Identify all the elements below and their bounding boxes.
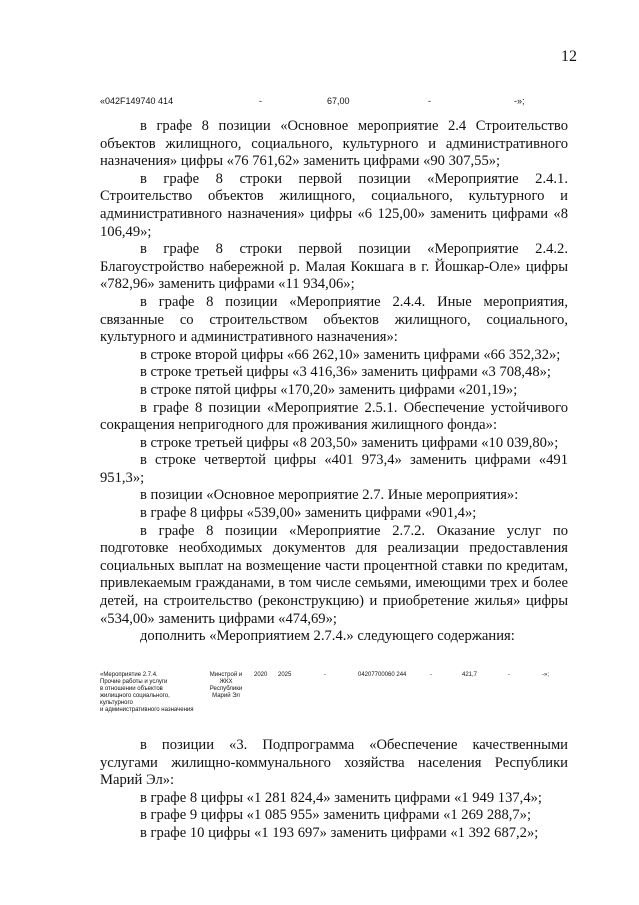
paragraph: в строке третьей цифры «8 203,50» заменить цифрами «10 039,80»; [140, 434, 559, 451]
row-end-cell: -»; [542, 672, 550, 678]
start-year-cell: 2020 [254, 672, 268, 678]
paragraph: в строке второй цифры «66 262,10» заменить цифрами «66 352,32»; [140, 346, 561, 363]
row-end: -»; [514, 96, 525, 106]
dash-cell: - [430, 672, 432, 678]
paragraph: в строке третьей цифры «3 416,36» заменить цифрами «3 708,48»; [140, 364, 551, 381]
amount-cell: 421,7 [462, 672, 478, 678]
measure-name-cell: «Мероприятие 2.7.4. Прочие работы и услуги в отношении объектов жилищного социального, культурного и административного назначения [100, 672, 194, 713]
paragraph: в позиции «Основное мероприятие 2.7. Иные мероприятия»: [140, 487, 519, 504]
paragraph: в графе 8 позиции «Основное мероприятие 2.4 Строительство объектов жилищного, социального, культурного и административного назначения» цифры «76 761,62» заменить цифрами «90 307,55»; [100, 118, 568, 170]
paragraph: в графе 8 строки первой позиции «Мероприятие 2.4.2. Благоустройство набережной р. Малая Кокшага в г. Йошкар-Оле» цифры «782,96» заменить цифрами «11 934,06»; [100, 241, 568, 293]
paragraph: в строке четвертой цифры «401 973,4» заменить цифрами «491 951,3»; [100, 452, 568, 486]
dash-cell: - [508, 672, 510, 678]
paragraph: в позиции «3. Подпрограмма «Обеспечение качественными услугами жилищно-коммунального хозяйства населения Республики Марий Эл»: [100, 737, 568, 789]
dash-cell: - [428, 96, 431, 106]
paragraph: в графе 10 цифры «1 193 697» заменить цифрами «1 392 687,2»; [140, 824, 539, 841]
paragraph: в графе 8 цифры «539,00» заменить цифрами «901,4»; [140, 505, 477, 522]
budget-code: «042F149740 414 [100, 96, 174, 106]
end-year-cell: 2025 [278, 672, 292, 678]
budget-code-cell: 04207700060 244 [358, 672, 407, 678]
paragraph: в графе 8 позиции «Мероприятие 2.4.4. Иные мероприятия, связанные со строительством объектов жилищного, социального, культурного и административного назначения»: [100, 293, 568, 346]
amount-cell: 67,00 [327, 96, 350, 106]
paragraph: в графе 8 позиции «Мероприятие 2.7.2. Оказание услуг по подготовке необходимых документов для реализации предоставления социальных выплат на возмещение части процентной ставки по кредитам, привлекаемым гражданами, в том числе семьями, имеющими трех и более детей, на строительство (реконструкцию) и приобретение жилья» цифры «534,00» заменить цифрами «474,69»; [100, 522, 568, 627]
inserted-table-row [100, 672, 560, 732]
page-number: 12 [561, 48, 577, 65]
paragraph: в графе 9 цифры «1 085 955» заменить цифрами «1 269 288,7»; [140, 807, 532, 824]
paragraph: в графе 8 строки первой позиции «Мероприятие 2.4.1. Строительство объектов жилищного, социального, культурного и административного назначения» цифры «6 125,00» заменить цифрами «8 106,49»; [100, 170, 568, 240]
paragraph: дополнить «Мероприятием 2.7.4.» следующего содержания: [140, 628, 515, 645]
dash-cell: - [259, 96, 262, 106]
paragraph: в строке пятой цифры «170,20» заменить цифрами «201,19»; [140, 381, 518, 398]
amendment-list-continued [100, 737, 568, 843]
executor-cell: Минстрой и ЖКХ Республики Марий Эл [209, 672, 243, 699]
dash-cell: - [324, 672, 326, 678]
paragraph: в графе 8 цифры «1 281 824,4» заменить цифрами «1 949 137,4»; [140, 789, 542, 806]
paragraph: в графе 8 позиции «Мероприятие 2.5.1. Обеспечение устойчивого сокращения непригодного для проживания жилищного фонда»: [100, 399, 568, 434]
amendment-list [100, 118, 568, 646]
